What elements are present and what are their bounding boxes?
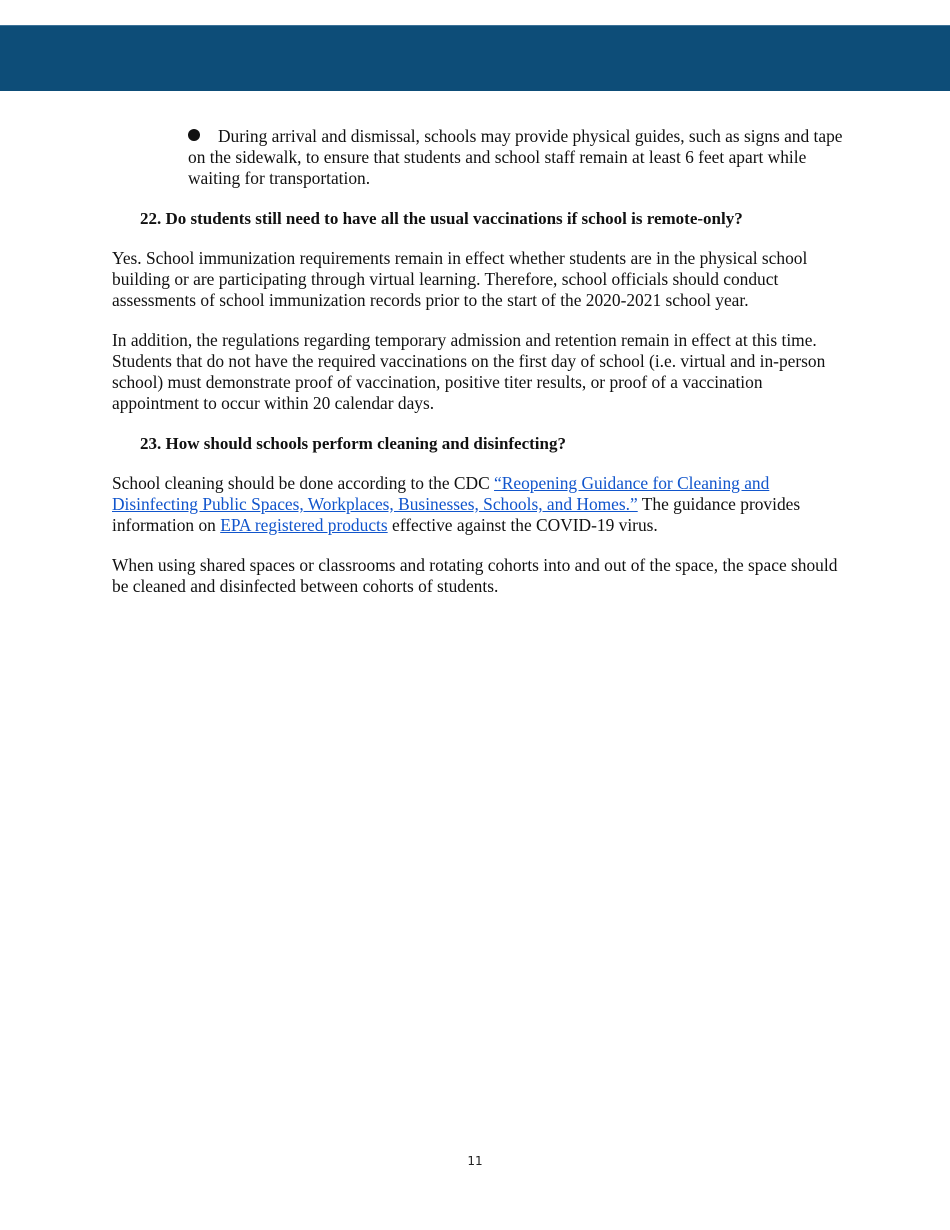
bullet-text: During arrival and dismissal, schools may provide physical guides, such as signs and tape on the sidewalk, to ensure that students and school staff remain at least 6 feet apart while waiting for transportation. [188,126,843,188]
bullet-dot-icon [188,129,200,141]
page-number: 11 [467,1154,483,1168]
epa-registered-products-link[interactable]: EPA registered products [220,515,388,535]
paragraph-shared-spaces: When using shared spaces or classrooms and rotating cohorts into and out of the space, the space should be cleaned and disinfected between cohorts of students. [112,555,838,596]
bullet-item [188,126,848,189]
paragraph-immunization: Yes. School immunization requirements remain in effect whether students are in the physical school building or are participating through virtual learning. Therefore, school officials should conduct assessments of school immunization records prior to the start of the 2020-2021 school year. [112,248,808,310]
cdc-reopening-guidance-link[interactable]: “Reopening Guidance for Cleaning and Disinfecting Public Spaces, Workplaces, Businesses, Schools, and Homes.” [112,473,770,514]
header-banner [0,25,950,91]
section-heading-22: 22. Do students still need to have all the usual vaccinations if school is remote-only? [140,209,743,228]
paragraph-temporary-admission: In addition, the regulations regarding temporary admission and retention remain in effect at this time. Students that do not have the required vaccinations on the first day of school (i.e. virtual and in-person school) must demonstrate proof of vaccination, positive titer results, or proof of a vaccination appointment to occur within 20 calendar days. [112,330,826,413]
cleaning-text-before: School cleaning should be done according to the CDC [112,473,495,493]
paragraph-cleaning [112,473,842,536]
cleaning-text-after: effective against the COVID-19 virus. [387,515,658,535]
section-heading-23: 23. How should schools perform cleaning and disinfecting? [140,434,566,453]
document-body [112,126,842,616]
cleaning-text-middle: The guidance provides information on [112,494,801,535]
